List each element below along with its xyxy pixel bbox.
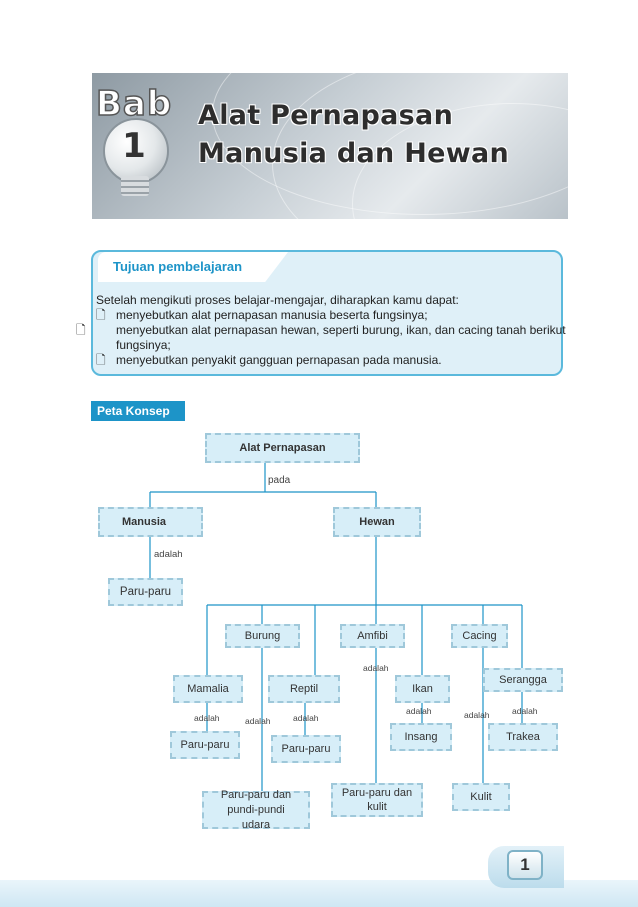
node-hewan: Hewan [333,507,421,537]
node-alat-pernapasan: Alat Pernapasan [205,433,360,463]
node-reptil: Reptil [268,675,340,703]
node-cacing: Cacing [451,624,508,648]
objective-item: 🗋 menyebutkan alat pernapasan manusia beserta fungsinya; [96,308,428,322]
label-adalah: adalah [245,716,271,726]
label-adalah: adalah [194,713,220,723]
label-pada: pada [268,475,291,486]
objective-item: 🗋 menyebutkan penyakit gangguan pernapasan pada manusia. [96,353,442,367]
label-adalah: adalah [406,706,432,716]
chapter-title-line2: Manusia dan Hewan [198,138,510,169]
node-serangga: Serangga [483,668,563,692]
objectives-title: Tujuan pembelajaran [113,259,243,274]
node-paru-paru-pundi: Paru-paru dan pundi-pundi udara [202,791,310,829]
label-adalah: adalah [363,663,389,673]
node-manusia: Manusia [98,507,203,537]
node-paru-paru-kulit: Paru-paru dan kulit [331,783,423,817]
objective-item: 🗋 menyebutkan alat pernapasan hewan, seperti burung, ikan, dan cacing tanah berikut fungsinya; [76,323,566,352]
concept-map-title: Peta Konsep [91,401,185,421]
node-kulit: Kulit [452,783,510,811]
label-adalah: adalah [464,710,490,720]
node-trakea: Trakea [488,723,558,751]
node-ikan: Ikan [395,675,450,703]
node-paru-paru-manusia: Paru-paru [108,578,183,606]
page-number: 1 [507,850,543,880]
label-adalah: adalah [512,706,538,716]
chapter-number: 1 [122,126,146,166]
page-icon: 🗋 [96,308,106,322]
page-icon: 🗋 [96,353,106,367]
node-mamalia: Mamalia [173,675,243,703]
chapter-label: Bab [96,84,173,124]
objectives-intro: Setelah mengikuti proses belajar-mengajar, diharapkan kamu dapat: [96,293,459,307]
node-paru-paru-mamalia: Paru-paru [170,731,240,759]
label-adalah: adalah [293,713,319,723]
node-insang: Insang [390,723,452,751]
node-paru-paru-reptil: Paru-paru [271,735,341,763]
chapter-title-line1: Alat Pernapasan [198,100,454,131]
label-adalah: adalah [154,549,183,560]
page-icon: 🗋 [76,323,86,337]
node-burung: Burung [225,624,300,648]
node-amfibi: Amfibi [340,624,405,648]
